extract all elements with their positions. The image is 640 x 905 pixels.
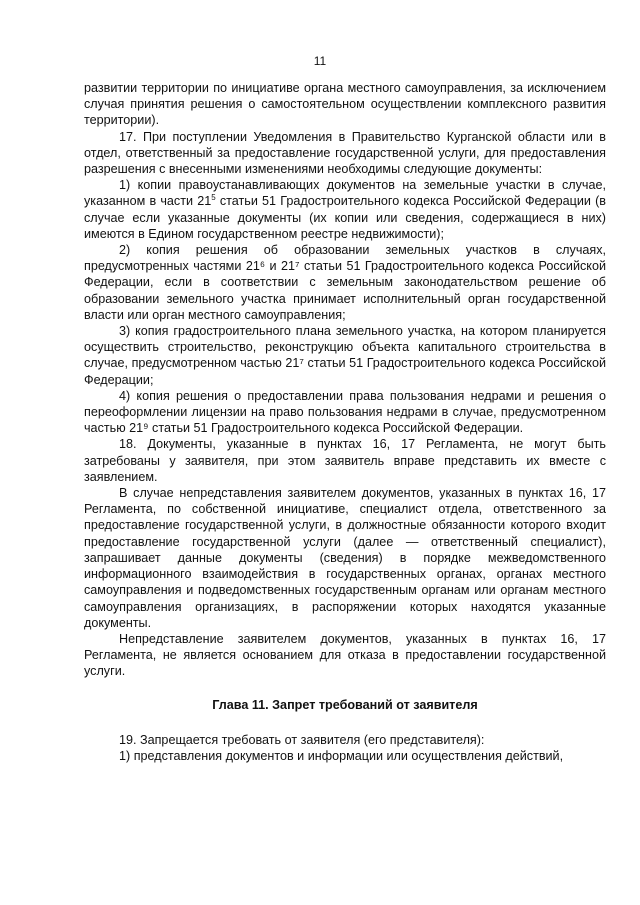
paragraph-17: 17. При поступлении Уведомления в Правительство Курганской области или в отдел, ответственный за предоставление государственной услуги, для предоставления разрешения с внесенными изменениями необходимы следующие документы:	[84, 129, 606, 177]
page-number: 11	[313, 54, 327, 68]
paragraph-18-request: В случае непредставления заявителем документов, указанных в пунктах 16, 17 Регламента, по собственной инициативе, специалист отдела, ответственного за предоставление государственной услуги, в должностные обязанности которого входит предоставление государственной услуги (далее — ответственный специалист), запрашивает данные документы (сведения) в порядке межведомственного информационного взаимодействия в государственных органах, органах местного самоуправления и подведомственных государственным органам или органам местного самоуправления организациях, в распоряжении которых находятся указанные документы.	[84, 486, 606, 630]
paragraph-18-nonsubmission: Непредставление заявителем документов, указанных в пунктах 16, 17 Регламента, не является основанием для отказа в предоставлении государственной услуги.	[84, 631, 606, 679]
item-1-text-rest: статьи 51 Градостроительного кодекса Российской Федерации (в случае если указанные документы (их копии или сведения, содержащиеся в них) имеются в Едином государственном реестре недвижимости);	[84, 194, 606, 241]
paragraph-17-item-1	[84, 177, 606, 242]
paragraph-19-item-1: 1) представления документов и информации или осуществления действий,	[119, 748, 564, 763]
paragraph-17-item-2: 2) копия решения об образовании земельных участков в случаях, предусмотренных частями 21⁶ и 21⁷ статьи 51 Градостроительного кодекса Российской Федерации, если в соответствии с земельным законодательством решение об образовании земельного участка принимает исполнительный орган государственной власти или орган местного самоуправления;	[84, 243, 606, 322]
paragraph-17-item-3: 3) копия градостроительного плана земельного участка, на котором планируется осуществить строительство, реконструкцию объекта капитального строительства в случае, предусмотренном частью 21⁷ статьи 51 Градостроительного кодекса Российской Федерации;	[84, 324, 606, 387]
chapter-heading: Глава 11. Запрет требований от заявителя	[212, 697, 478, 712]
paragraph-18: 18. Документы, указанные в пунктах 16, 17 Регламента, не могут быть затребованы у заявителя, при этом заявитель вправе представить их вместе с заявлением.	[84, 437, 606, 484]
item-1-superscript: 5	[211, 193, 216, 203]
paragraph-17-item-4: 4) копия решения о предоставлении права пользования недрами и решения о переоформлении лицензии на право пользования недрами в случае, предусмотренном частью 21⁹ статьи 51 Градостроительного кодекса Российской Федерации.	[84, 388, 606, 436]
paragraph-continuation: развитии территории по инициативе органа местного самоуправления, за исключением случая принятия решения о самостоятельном осуществлении комплексного развития территории).	[84, 81, 606, 128]
item-1-text: 1) копии правоустанавливающих документов на земельные участки в случае, указанном в части 21	[84, 178, 606, 209]
document-body	[84, 80, 606, 764]
paragraph-19: 19. Запрещается требовать от заявителя (его представителя):	[119, 732, 485, 747]
